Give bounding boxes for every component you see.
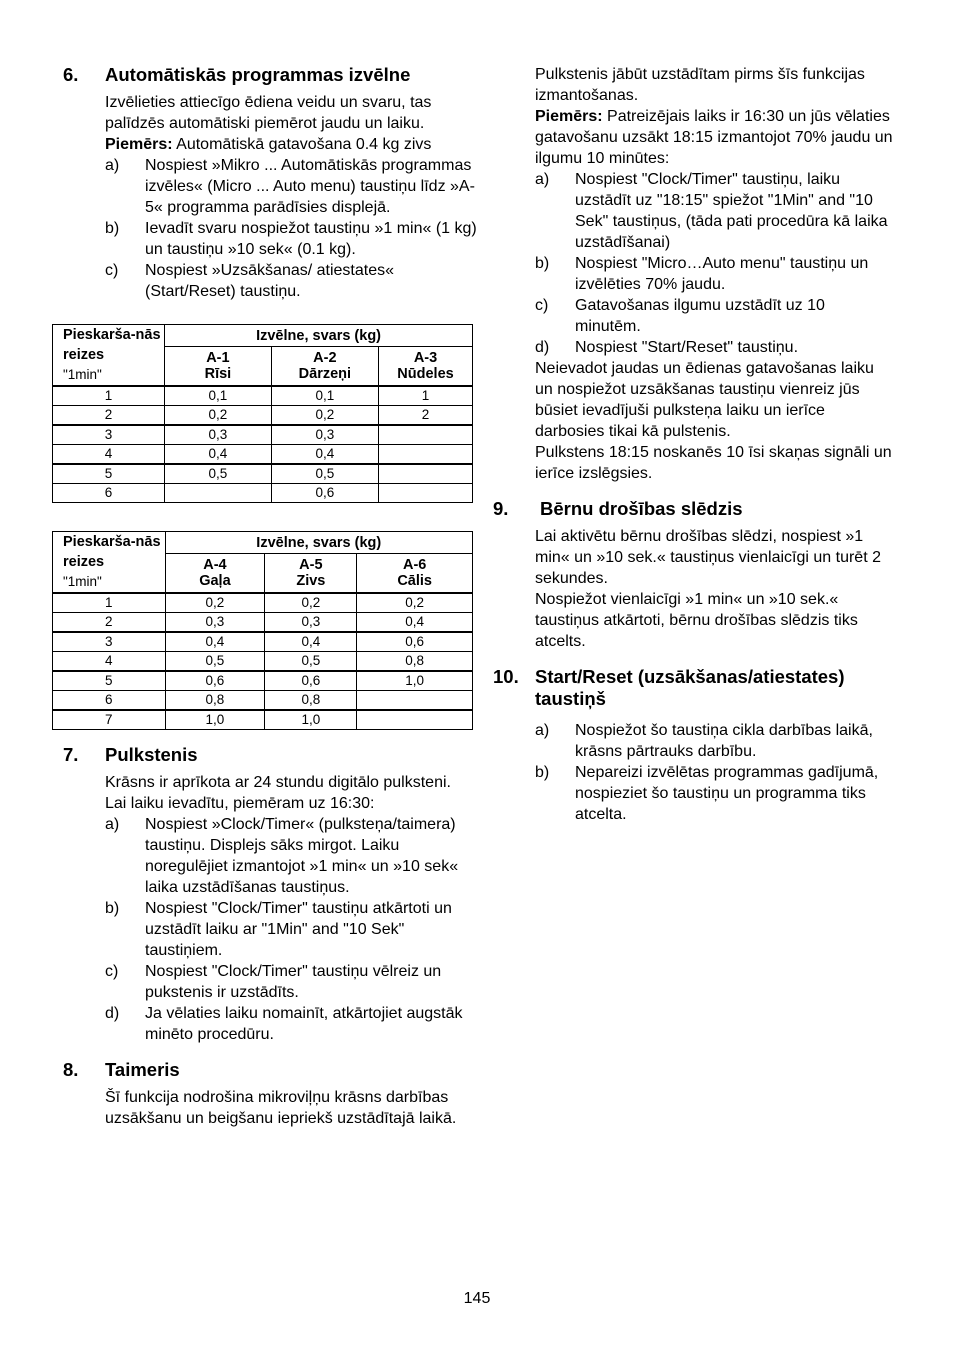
table-row: 3 0,3 0,3: [53, 425, 473, 445]
list-item: [535, 720, 893, 762]
column-header: A-1 Rīsi: [165, 347, 272, 386]
paragraph: Krāsns ir aprīkota ar 24 stundu digitālo pulksteni.: [105, 774, 451, 791]
item-text: Nospiest "Start/Reset" taustiņu.: [575, 339, 799, 356]
list-item: [535, 762, 893, 825]
group-header: Izvēlne, svars (kg): [165, 532, 472, 554]
right-column: [493, 64, 893, 825]
step-list: [105, 814, 478, 1045]
item-letter: b): [535, 764, 550, 781]
item-letter: b): [105, 900, 120, 917]
table-row: 4 0,5 0,5 0,8: [53, 652, 473, 672]
paragraph: Pulkstenis jābūt uzstādītam pirms šīs funkcijas izmantošanas.: [535, 66, 865, 104]
paragraph: Neievadot jaudas un ēdienas gatavošanas laiku un nospiežot uzsākšanas taustiņu vienreiz jūs būsiet ievadījuši pulksteņa laiku un ierīce darbosies tikai kā pulstenis.: [535, 360, 874, 440]
item-letter: a): [105, 816, 120, 833]
paragraph: Izvēlieties attiecīgo ēdiena veidu un svaru, tas palīdzēs automātiski piemērot jaudu un laiku.: [105, 94, 432, 132]
section-10-heading: [493, 666, 893, 710]
item-letter: a): [535, 722, 550, 739]
table-row: 6 0,8 0,8: [53, 691, 473, 711]
table-row: 2 0,2 0,2 2: [53, 406, 473, 426]
example-paragraph: [105, 134, 478, 155]
column-header: A-3 Nūdeles: [379, 347, 473, 386]
list-item: [535, 253, 893, 295]
item-text: Ievadīt svaru nospiežot taustiņu »1 min« (1 kg) un taustiņu »10 sek« (0.1 kg).: [145, 220, 477, 258]
item-letter: a): [105, 157, 120, 174]
list-item: [105, 218, 478, 260]
paragraph: Lai laiku ievadītu, piemēram uz 16:30:: [105, 795, 375, 812]
section-title: Pulkstenis: [105, 744, 198, 765]
weight-table-a4-a6: [52, 531, 473, 730]
section-number: 9.: [493, 498, 509, 519]
section-7-heading: [63, 744, 478, 766]
column-header: A-2 Dārzeņi: [271, 347, 378, 386]
weight-table-a1-a3: [52, 324, 473, 503]
section-8-heading: [63, 1059, 478, 1081]
example-text: Automātiskā gatavošana 0.4 kg zivs: [172, 136, 432, 153]
section-6-heading: [63, 64, 478, 86]
item-text: Nospiest »Clock/Timer« (pulksteņa/taimera) taustiņu. Displejs sāks mirgot. Laiku noregulējiet izmantojot »1 min« un »10 sek« laika uzstādīšanas taustiņus.: [145, 816, 459, 896]
rowhead-cell: [53, 325, 165, 387]
list-item: [105, 1003, 478, 1045]
rowhead-cell: [53, 532, 166, 594]
item-text: Nospiest "Clock/Timer" taustiņu atkārtoti un uzstādīt laiku ar "1Min" and "10 Sek" taustiņiem.: [145, 900, 452, 959]
item-letter: c): [105, 963, 119, 980]
item-text: Nepareizi izvēlētas programmas gadījumā, nospieziet šo taustiņu un programma tiks atcelta.: [575, 764, 879, 823]
item-letter: d): [535, 339, 550, 356]
list-item: [105, 814, 478, 898]
item-letter: b): [535, 255, 550, 272]
item-letter: a): [535, 171, 550, 188]
table-row: 3 0,4 0,4 0,6: [53, 632, 473, 652]
item-text: Nospiežot šo taustiņa cikla darbības laikā, krāsns pārtrauks darbību.: [575, 722, 873, 760]
list-item: [105, 961, 478, 1003]
section-title: Bērnu drošības slēdzis: [540, 498, 743, 519]
item-text: Gatavošanas ilgumu uzstādīt uz 10 minutēm.: [575, 297, 825, 335]
list-item: [105, 260, 478, 302]
section-9-heading: [493, 498, 893, 520]
rowhead-label: Pieskarša-nās reizes: [63, 327, 161, 363]
rowhead-quote: "1min": [63, 367, 102, 382]
list-item: [105, 155, 478, 218]
item-letter: c): [105, 262, 119, 279]
column-header: A-5 Zivs: [265, 554, 357, 593]
step-list: [535, 169, 893, 358]
item-letter: b): [105, 220, 120, 237]
example-label: Piemērs:: [535, 108, 603, 125]
paragraph: Šī funkcija nodrošina mikroviļņu krāsns darbības uzsākšanu un beigšanu iepriekš uzstādītajā laikā.: [105, 1089, 457, 1127]
group-header: Izvēlne, svars (kg): [165, 325, 473, 347]
list-item: [105, 898, 478, 961]
paragraph: Nospiežot vienlaicīgi »1 min« un »10 sek.« taustiņus atkārtoti, bērnu drošības slēdzis tiks atcelts.: [535, 591, 858, 650]
list-item: [535, 337, 893, 358]
table-row: 1 0,1 0,1 1: [53, 386, 473, 406]
section-title: Taimeris: [105, 1059, 180, 1080]
section-number: 7.: [63, 744, 79, 765]
item-text: Nospiest "Clock/Timer" taustiņu vēlreiz un pukstenis ir uzstādīts.: [145, 963, 442, 1001]
section-number: 8.: [63, 1059, 79, 1080]
left-column: [63, 64, 478, 1129]
section-title: Start/Reset (uzsākšanas/atiestates) taustiņš: [535, 666, 845, 709]
item-letter: d): [105, 1005, 120, 1022]
step-list: [105, 155, 478, 302]
step-list: [535, 720, 893, 825]
list-item: [535, 169, 893, 253]
list-item: [535, 295, 893, 337]
item-text: Ja vēlaties laiku nomainīt, atkārtojiet augstāk minēto procedūru.: [145, 1005, 463, 1043]
table-row: 2 0,3 0,3 0,4: [53, 613, 473, 633]
example-label: Piemērs:: [105, 136, 173, 153]
item-text: Nospiest "Clock/Timer" taustiņu, laiku uzstādīt uz "18:15" spiežot "1Min" and "10 Sek" taustiņus, (tāda pati procedūra kā laika uzstādīšanai): [575, 171, 888, 251]
section-number: 10.: [493, 666, 519, 687]
example-text: Patreizējais laiks ir 16:30 un jūs vēlaties gatavošanu uzsākt 18:15 izmantojot 70% jaudu un ilgumu 10 minūtes:: [535, 108, 893, 167]
item-letter: c): [535, 297, 549, 314]
example-paragraph: [535, 106, 893, 169]
rowhead-quote: "1min": [63, 574, 102, 589]
column-header: A-6 Cālis: [357, 554, 473, 593]
item-text: Nospiest »Mikro ... Automātiskās programmas izvēles« (Micro ... Auto menu) taustiņu līdz »A-5« programma parādīsies displejā.: [145, 157, 475, 216]
rowhead-label: Pieskarša-nās reizes: [63, 534, 161, 570]
item-text: Nospiest "Micro…Auto menu" taustiņu un izvēlēties 70% jaudu.: [575, 255, 869, 293]
table-row: 6 0,6: [53, 484, 473, 503]
page-number: 145: [463, 1290, 491, 1307]
column-header: A-4 Gaļa: [165, 554, 265, 593]
table-row: 1 0,2 0,2 0,2: [53, 593, 473, 613]
item-text: Nospiest »Uzsākšanas/ atiestates« (Start/Reset) taustiņu.: [145, 262, 395, 300]
paragraph: Pulkstens 18:15 noskanēs 10 īsi skaņas signāli un ierīce izslēgsies.: [535, 444, 892, 482]
section-number: 6.: [63, 64, 79, 85]
table-row: 4 0,4 0,4: [53, 445, 473, 465]
paragraph: Lai aktivētu bērnu drošības slēdzi, nospiest »1 min« un »10 sek.« taustiņus vienlaicīgi un turēt 2 sekundes.: [535, 528, 881, 587]
table-row: 5 0,6 0,6 1,0: [53, 671, 473, 691]
section-title: Automātiskās programmas izvēlne: [105, 64, 411, 85]
table-row: 5 0,5 0,5: [53, 464, 473, 484]
table-row: 7 1,0 1,0: [53, 710, 473, 730]
